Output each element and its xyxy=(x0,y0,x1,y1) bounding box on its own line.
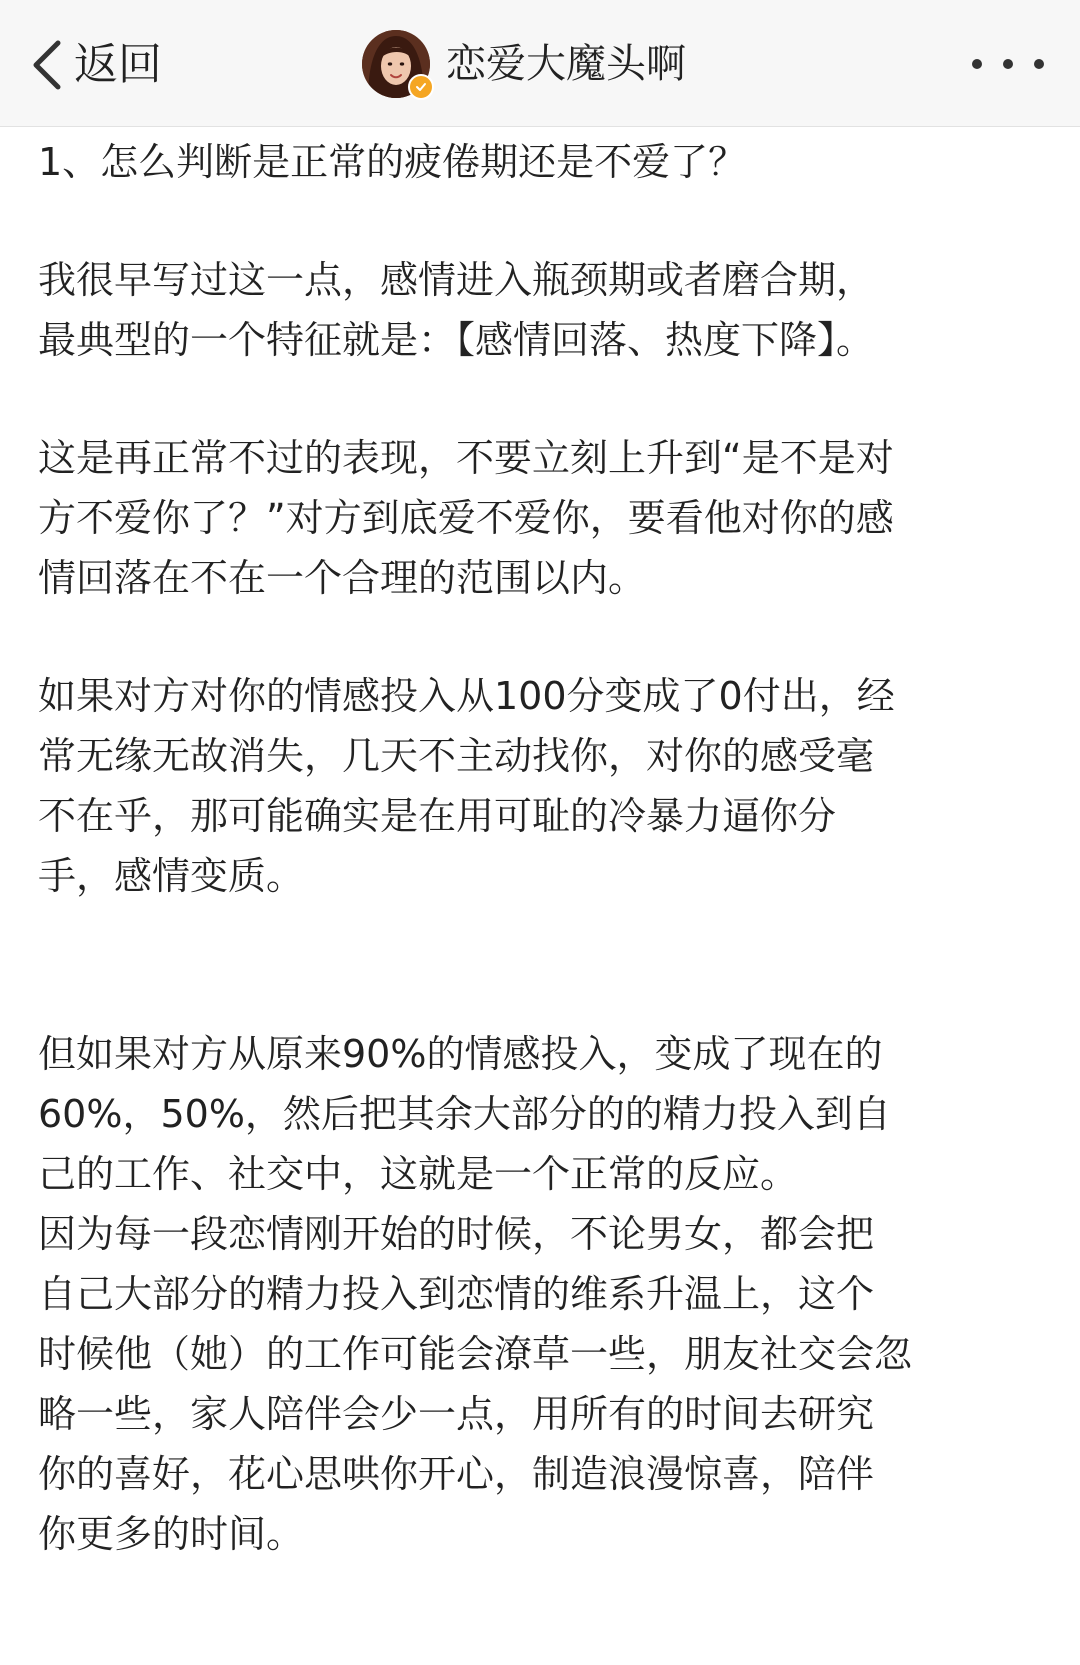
text-line: 常无缘无故消失，几天不主动找你，对你的感受毫 xyxy=(38,734,875,778)
text-line: 这是再正常不过的表现，不要立刻上升到“是不是对 xyxy=(38,436,894,480)
more-button[interactable] xyxy=(972,46,1044,82)
text-line: 因为每一段恋情刚开始的时候，不论男女，都会把 xyxy=(38,1212,875,1256)
text-line: 最典型的一个特征就是：【感情回落、热度下降】。 xyxy=(38,318,875,362)
text-line: 时候他（她）的工作可能会潦草一些，朋友社交会忽 xyxy=(38,1332,913,1376)
text-line: 己的工作、社交中，这就是一个正常的反应。 xyxy=(38,1152,799,1196)
paragraph-cold-violence xyxy=(38,666,1048,906)
text-line: 不在乎，那可能确实是在用可耻的冷暴力逼你分 xyxy=(38,794,837,838)
paragraph-normal-reaction xyxy=(38,1024,1048,1564)
text-line: 60%，50%，然后把其余大部分的的精力投入到自 xyxy=(38,1092,891,1136)
paragraph-question xyxy=(38,132,1048,192)
text-line: 如果对方对你的情感投入从100分变成了0付出，经 xyxy=(38,674,895,718)
post-body xyxy=(38,132,1048,1564)
avatar[interactable] xyxy=(362,30,430,98)
back-label: 返回 xyxy=(74,39,162,90)
text-line: 情回落在不在一个合理的范围以内。 xyxy=(38,556,647,600)
paragraph-intro xyxy=(38,250,1048,370)
chevron-left-icon xyxy=(28,37,68,93)
account-header[interactable] xyxy=(362,28,686,100)
text-line: 你的喜好，花心思哄你开心，制造浪漫惊喜，陪伴 xyxy=(38,1452,875,1496)
account-name[interactable]: 恋爱大魔头啊 xyxy=(446,41,686,87)
text-line: 你更多的时间。 xyxy=(38,1512,305,1556)
top-nav-bar xyxy=(0,0,1080,127)
text-line: 但如果对方从原来90%的情感投入，变成了现在的 xyxy=(38,1032,883,1076)
text-line: 方不爱你了？”对方到底爱不爱你，要看他对你的感 xyxy=(38,496,894,540)
back-button[interactable] xyxy=(28,30,162,100)
text-line: 略一些，家人陪伴会少一点，用所有的时间去研究 xyxy=(38,1392,875,1436)
text-line: 手，感情变质。 xyxy=(38,854,305,898)
paragraph-normal xyxy=(38,428,1048,608)
text-line: 1、怎么判断是正常的疲倦期还是不爱了？ xyxy=(38,140,747,184)
text-line: 自己大部分的精力投入到恋情的维系升温上，这个 xyxy=(38,1272,875,1316)
text-line: 我很早写过这一点，感情进入瓶颈期或者磨合期， xyxy=(38,258,875,302)
verified-badge-icon xyxy=(408,74,434,100)
more-dots-icon xyxy=(972,59,1044,69)
